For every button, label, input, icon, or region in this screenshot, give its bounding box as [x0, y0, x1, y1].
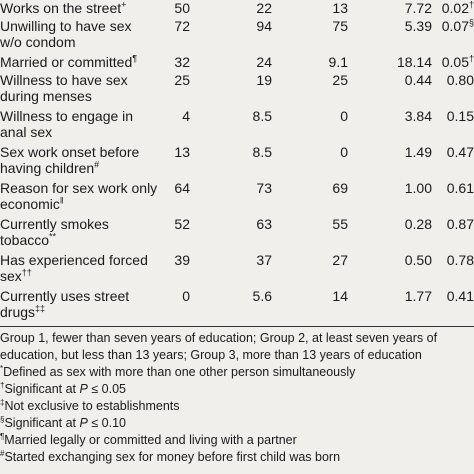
group1-value: 39 [174, 252, 190, 268]
group3-value: 27 [332, 252, 348, 268]
group1-value: 13 [174, 144, 190, 160]
group3-value: 69 [332, 180, 348, 196]
table-row [0, 54, 474, 72]
group1-value: 64 [174, 180, 190, 196]
statistic-value: 1.77 [404, 288, 432, 304]
table-footnotes [0, 330, 474, 466]
group2-value: 22 [256, 0, 272, 16]
statistic-value: 7.72 [404, 0, 432, 16]
statistic-value: 5.39 [404, 18, 432, 34]
group2-value: 63 [256, 216, 272, 232]
group1-value: 52 [174, 216, 190, 232]
group3-value: 25 [332, 72, 348, 88]
group2-value: 8.5 [252, 108, 272, 124]
group1-value: 50 [174, 0, 190, 16]
group3-value: 55 [332, 216, 348, 232]
footnote: §Significant at P ≤ 0.10 [0, 414, 126, 430]
p-value: 0.78 [446, 252, 474, 268]
statistic-value: 1.00 [404, 180, 432, 196]
footnote: #Started exchanging sex for money before first child was born [0, 448, 341, 464]
table-row [0, 216, 474, 250]
group2-value: 5.6 [252, 288, 272, 304]
statistic-value: 0.44 [404, 72, 432, 88]
p-value: 0.05† [441, 53, 474, 70]
statistic-value: 0.28 [404, 216, 432, 232]
footnote: *Defined as sex with more than one other person simultaneously [0, 363, 356, 379]
group1-value: 4 [182, 108, 190, 124]
p-value: 0.41 [446, 288, 474, 304]
statistic-value: 3.84 [404, 108, 432, 124]
row-label: Married or committed¶ [0, 53, 138, 70]
group2-value: 8.5 [252, 144, 272, 160]
table-row [0, 180, 474, 214]
group2-value: 73 [256, 180, 272, 196]
group2-value: 37 [256, 252, 272, 268]
p-value: 0.61 [446, 180, 474, 196]
row-label: Willness to engage in anal sex [0, 108, 134, 140]
p-value: 0.15 [446, 108, 474, 124]
row-label: Currently uses street drugs‡‡ [0, 288, 130, 320]
row-label: Reason for sex work only economic‖ [0, 180, 158, 212]
row-label: Willness to have sex during menses [0, 72, 128, 104]
group1-value: 72 [174, 18, 190, 34]
table-row [0, 252, 474, 286]
table-bottom-rule [0, 326, 474, 327]
group3-value: 14 [332, 288, 348, 304]
group3-value: 13 [332, 0, 348, 16]
group2-value: 19 [256, 72, 272, 88]
table-row [0, 72, 474, 106]
row-label: Currently smokes tobacco** [0, 216, 109, 248]
group1-value: 25 [174, 72, 190, 88]
statistic-value: 1.49 [404, 144, 432, 160]
statistic-value: 0.50 [404, 252, 432, 268]
row-label: Sex work onset before having children# [0, 144, 140, 176]
row-label: Works on the street+ [0, 0, 127, 16]
group3-value: 0 [340, 108, 348, 124]
table-row [0, 144, 474, 178]
group2-value: 94 [256, 18, 272, 34]
statistic-value: 18.14 [396, 54, 432, 70]
p-value: 0.02† [441, 0, 474, 16]
row-label: Has experienced forced sex†† [0, 252, 148, 284]
table-row [0, 18, 474, 52]
group2-value: 24 [256, 54, 272, 70]
footnote: †Significant at P ≤ 0.05 [0, 380, 126, 396]
group3-value: 9.1 [328, 54, 348, 70]
table-row [0, 0, 474, 18]
p-value: 0.80 [446, 72, 474, 88]
footnote: ¶Married legally or committed and living with a partner [0, 431, 297, 447]
row-label: Unwilling to have sex w/o condom [0, 18, 132, 50]
group1-value: 0 [182, 288, 190, 304]
group3-value: 0 [340, 144, 348, 160]
p-value: 0.87 [446, 216, 474, 232]
table-row [0, 288, 474, 322]
group-definition-note: Group 1, fewer than seven years of education; Group 2, at least seven years of education, but less than 13 years; Group 3, more than 13 years of education [0, 331, 438, 362]
group1-value: 32 [174, 54, 190, 70]
table-row [0, 108, 474, 142]
footnote: ‡Not exclusive to establishments [0, 397, 180, 413]
p-value: 0.47 [446, 144, 474, 160]
group3-value: 75 [332, 18, 348, 34]
p-value: 0.07§ [441, 17, 474, 34]
